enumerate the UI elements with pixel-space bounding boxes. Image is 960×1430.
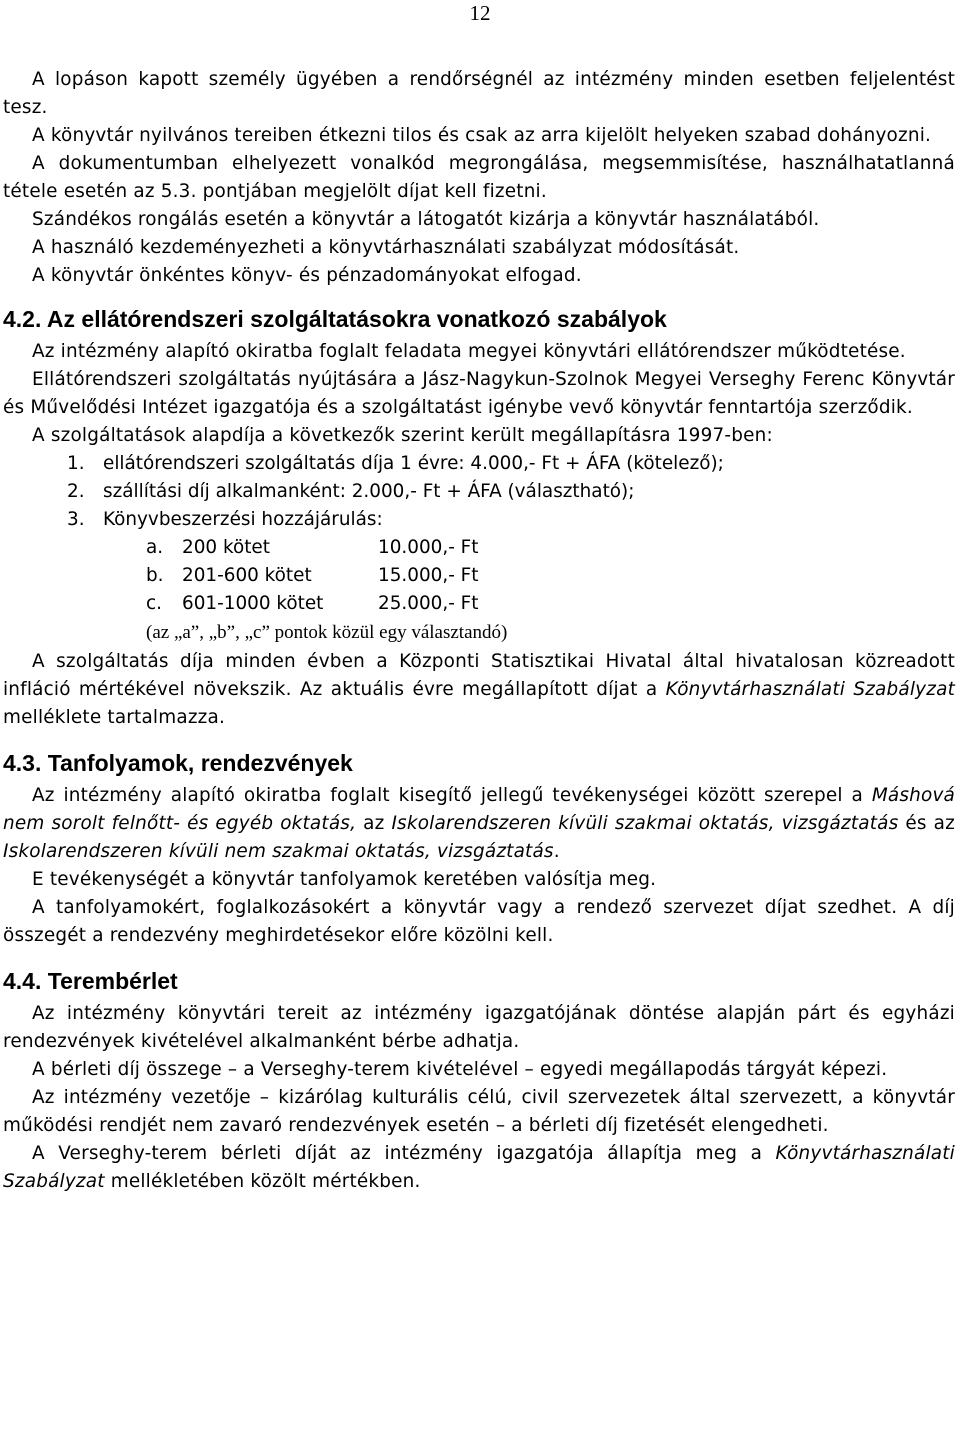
sub-list-item (3, 590, 955, 618)
intro-paragraph: Szándékos rongálás esetén a könyvtár a látogatót kizárja a könyvtár használatából. (32, 209, 820, 230)
list-item (3, 450, 955, 478)
paragraph: Ellátórendszeri szolgáltatás nyújtására a Jász-Nagykun-Szolnok Megyei Verseghy Ferenc Könyvtár és Művelődési Intézet igazgatója és a szolgáltatást igénybe vevő könyvtár fenntartója szerződik. (3, 369, 955, 418)
section-heading-4-3: 4.3. Tanfolyamok, rendezvények (3, 750, 353, 776)
paragraph: A tanfolyamokért, foglalkozásokért a könyvtár vagy a rendező szervezet díjat szedhet. A díj összegét a rendezvény meghirdetésekor előre közölni kell. (3, 897, 955, 946)
paragraph: A szolgáltatások alapdíja a következők szerint került megállapításra 1997-ben: (32, 425, 773, 446)
page-number: 12 (469, 1, 491, 25)
sub-list-price: 25.000,- Ft (378, 593, 479, 614)
sub-list-item (3, 534, 955, 562)
intro-paragraph: A könyvtár önkéntes könyv- és pénzadományokat elfogad. (32, 265, 582, 286)
sub-list-letter: b. (146, 565, 164, 586)
sub-list-item (3, 562, 955, 590)
text-run: és az (898, 813, 956, 834)
sub-list-price: 10.000,- Ft (378, 537, 479, 558)
text-run: Az intézmény alapító okiratba foglalt kisegítő jellegű tevékenységei között szerepel a (32, 785, 872, 806)
paragraph: Az intézmény alapító okiratba foglalt feladata megyei könyvtári ellátórendszer működtetése. (32, 341, 906, 362)
paragraph: E tevékenységét a könyvtár tanfolyamok keretében valósítja meg. (32, 869, 657, 890)
section-heading-4-4: 4.4. Terembérlet (3, 968, 178, 994)
italic-title: Könyvtárhasználati Szabályzat (665, 679, 955, 700)
paragraph: A bérleti díj összege – a Verseghy-terem kivételével – egyedi megállapodás tárgyát képezi. (32, 1059, 888, 1080)
list-number: 1. (67, 453, 85, 474)
italic-text: Iskolarendszeren kívüli szakmai oktatás, vizsgáztatás (391, 813, 899, 834)
list-text: Könyvbeszerzési hozzájárulás: (103, 509, 383, 530)
intro-paragraph: A könyvtár nyilvános tereiben étkezni tilos és csak az arra kijelölt helyeken szabad dohányozni. (32, 125, 932, 146)
intro-paragraph: A használó kezdeményezheti a könyvtárhasználati szabályzat módosítását. (32, 237, 740, 258)
sub-list-volume: 200 kötet (182, 537, 270, 558)
list-text: ellátórendszeri szolgáltatás díja 1 évre: 4.000,- Ft + ÁFA (kötelező); (103, 453, 724, 474)
text-run: . (553, 841, 560, 862)
paragraph (3, 782, 955, 866)
list-number: 2. (67, 481, 85, 502)
sub-list-letter: c. (146, 593, 162, 614)
list-text: szállítási díj alkalmanként: 2.000,- Ft + ÁFA (választható); (103, 481, 635, 502)
intro-paragraph: A dokumentumban elhelyezett vonalkód megrongálása, megsemmisítése, használhatatlanná tétele esetén az 5.3. pontjában megjelölt díjat kell fizetni. (3, 153, 955, 202)
paragraph (3, 648, 955, 732)
paragraph: Az intézmény vezetője – kizárólag kulturális célú, civil szervezetek által szervezett, a könyvtár működési rendjét nem zavaró rendezvények esetén – a bérleti díj fizetését elengedheti. (3, 1087, 955, 1136)
italic-text: Iskolarendszeren kívüli nem szakmai oktatás, vizsgáztatás (3, 841, 554, 862)
document-body (3, 66, 955, 1196)
sub-list-price: 15.000,- Ft (378, 565, 479, 586)
italic-text: Máshová nem sorolt felnőtt- és egyéb oktatás, (3, 785, 955, 834)
list-item (3, 478, 955, 506)
text-run: az (356, 813, 392, 834)
intro-paragraph: A lopáson kapott személy ügyében a rendőrségnél az intézmény minden esetben feljelentést tesz. (3, 69, 955, 118)
paragraph: Az intézmény könyvtári tereit az intézmény igazgatójának döntése alapján párt és egyházi rendezvények kivételével alkalmanként bérbe adhatja. (3, 1003, 955, 1052)
list-number: 3. (67, 509, 85, 530)
selection-note: (az „a”, „b”, „c” pontok közül egy választandó) (146, 622, 508, 643)
section-heading-4-2: 4.2. Az ellátórendszeri szolgáltatásokra vonatkozó szabályok (3, 306, 667, 332)
list-item (3, 506, 955, 534)
text-run: mellékletében közölt mértékben. (104, 1171, 421, 1192)
paragraph (3, 1140, 955, 1196)
text-run: A szolgáltatás díja minden évben a Központi Statisztikai Hivatal által hivatalosan közreadott infláció mértékével növekszik. Az aktuális évre megállapított díjat a (3, 651, 955, 700)
text-run: melléklete tartalmazza. (3, 707, 226, 728)
sub-list-letter: a. (146, 537, 164, 558)
italic-title: Könyvtárhasználati Szabályzat (3, 1143, 955, 1192)
sub-list-volume: 601-1000 kötet (182, 593, 324, 614)
sub-list-volume: 201-600 kötet (182, 565, 312, 586)
text-run: A Verseghy-terem bérleti díját az intézmény igazgatója állapítja meg a (32, 1143, 776, 1164)
